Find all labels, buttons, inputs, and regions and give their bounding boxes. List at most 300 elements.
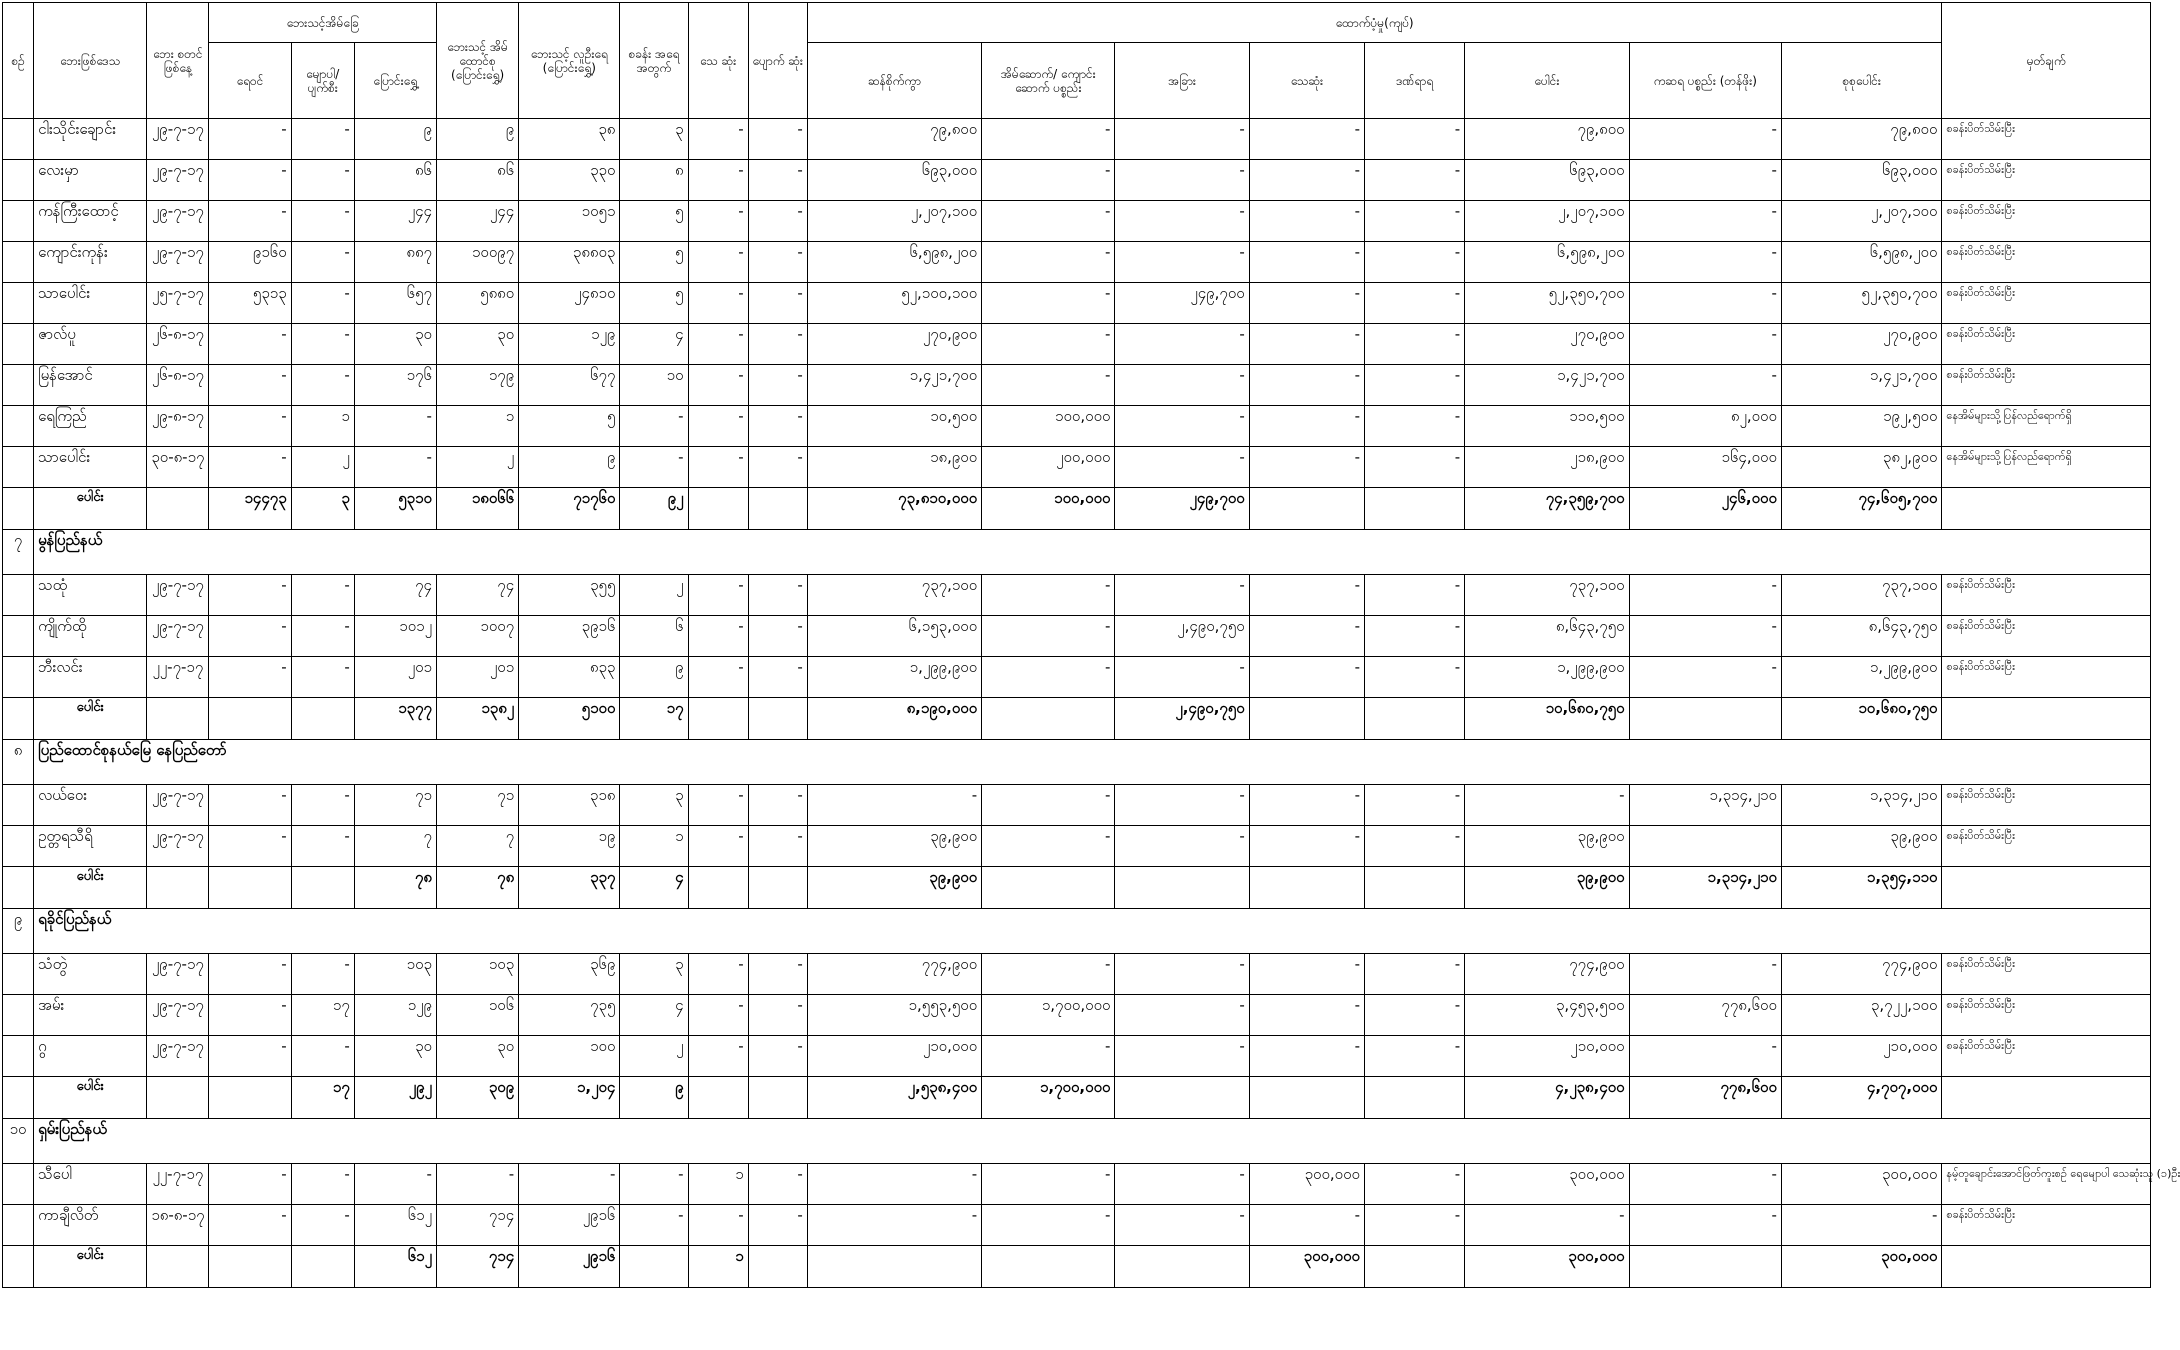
total-c6: ၄	[620, 867, 688, 909]
total-c7: ၁	[688, 1246, 748, 1288]
cell-remark	[1942, 698, 2151, 740]
cell-c8: -	[748, 201, 807, 242]
total-a7: ၇၇၈,၆၀၀	[1629, 1077, 1781, 1119]
cell-a1: ၇၉,၈၀၀	[807, 119, 981, 160]
cell-c2: -	[291, 575, 354, 616]
cell-a6: ၅၂,၃၅၀,၇၀၀	[1465, 283, 1629, 324]
total-c8	[748, 698, 807, 740]
total-c2	[291, 867, 354, 909]
cell-c6: ၂	[620, 1036, 688, 1077]
total-a3	[1115, 1077, 1249, 1119]
table-row	[3, 242, 2151, 283]
total-c1	[209, 867, 291, 909]
cell-c5: ၁၀၀	[519, 1036, 620, 1077]
cell-c6: ၃	[620, 954, 688, 995]
cell-a7: -	[1629, 616, 1781, 657]
cell-a7: -	[1629, 283, 1781, 324]
total-a2	[982, 867, 1115, 909]
cell-c2: -	[291, 1164, 354, 1205]
cell-a2: -	[982, 657, 1115, 698]
cell-c1: ၉၁၆၀	[209, 242, 291, 283]
cell-c3: ၇	[354, 826, 436, 867]
header-rice: ဆန်စိုက်ကွာ	[807, 43, 981, 119]
header-remarks: မှတ်ချက်	[1942, 3, 2151, 119]
cell-c1: -	[209, 201, 291, 242]
cell-c8: -	[748, 616, 807, 657]
total-label: ပေါင်း	[34, 867, 147, 909]
cell-remark: စခန်းပိတ်သိမ်းပြီး	[1942, 1036, 2151, 1077]
cell-date: ၂၂-၇-၁၇	[147, 657, 209, 698]
cell-c6: ၅	[620, 201, 688, 242]
cell-a3: -	[1115, 324, 1249, 365]
total-c4: ၁၃၈၂	[436, 698, 518, 740]
cell-a1: ၆,၁၅၃,၀၀၀	[807, 616, 981, 657]
cell-a8: ၅၂,၃၅၀,၇၀၀	[1781, 283, 1941, 324]
table-row	[3, 406, 2151, 447]
cell-a8: ၆၉၃,၀၀၀	[1781, 160, 1941, 201]
cell-a3: -	[1115, 1205, 1249, 1246]
cell-a3: -	[1115, 1036, 1249, 1077]
cell-c6: ၁	[620, 826, 688, 867]
cell-a1: -	[807, 1205, 981, 1246]
cell-a1: ၁,၄၂၁,၇၀၀	[807, 365, 981, 406]
table-body	[3, 119, 2180, 1288]
cell-remark: စခန်းပိတ်သိမ်းပြီး	[1942, 616, 2151, 657]
header-subtotal: ပေါင်း	[1465, 43, 1629, 119]
cell-a1: ၁၀,၅၀၀	[807, 406, 981, 447]
cell-remark: စခန်းပိတ်သိမ်းပြီး	[1942, 201, 2151, 242]
section-title: မွန်ပြည်နယ်	[34, 530, 2151, 575]
total-c2: ၃	[291, 488, 354, 530]
cell-c7: -	[688, 785, 748, 826]
total-c4: ၃၀၉	[436, 1077, 518, 1119]
cell-c5: ၂၄၈၁၀	[519, 283, 620, 324]
cell-region: ငါးသိုင်းချောင်း	[34, 119, 147, 160]
total-a2	[982, 1246, 1115, 1288]
cell-a4: -	[1249, 1205, 1364, 1246]
cell-a1: ၂,၂၀၇,၁၀၀	[807, 201, 981, 242]
cell-a7: -	[1629, 1205, 1781, 1246]
cell-a6: ၇၇၄,၉၀၀	[1465, 954, 1629, 995]
total-c4: ၇၈	[436, 867, 518, 909]
cell-a5: -	[1365, 954, 1465, 995]
cell-c5: ၃၅၅	[519, 575, 620, 616]
cell-date: ၂၂-၇-၁၇	[147, 1164, 209, 1205]
cell-c8: -	[748, 1164, 807, 1205]
section-title: ရခိုင်ပြည်နယ်	[34, 909, 2151, 954]
header-region: ဘေးဖြစ်ဒေသ	[34, 3, 147, 119]
cell-a3: ၂၄၉,၇၀၀	[1115, 283, 1249, 324]
cell-a5: -	[1365, 826, 1465, 867]
cell-region: လယ်ဝေး	[34, 785, 147, 826]
cell-c4: ၅၈၈၀	[436, 283, 518, 324]
cell-a3: -	[1115, 785, 1249, 826]
cell-c5: ၃၈၈၀၃	[519, 242, 620, 283]
table-row	[3, 826, 2151, 867]
cell-a7: -	[1629, 119, 1781, 160]
cell-a8: ၂၁၀,၀၀၀	[1781, 1036, 1941, 1077]
row-number-cell	[3, 324, 34, 365]
cell-a5: -	[1365, 406, 1465, 447]
total-a5	[1365, 867, 1465, 909]
cell-c4: ၉	[436, 119, 518, 160]
section-total-row	[3, 867, 2151, 909]
cell-a3: -	[1115, 575, 1249, 616]
cell-date: ၃၀-၈-၁၇	[147, 447, 209, 488]
cell-a6: ၆၉၃,၀၀၀	[1465, 160, 1629, 201]
cell-a5: -	[1365, 575, 1465, 616]
cell-c5: ၁၀၅၁	[519, 201, 620, 242]
cell-a4: -	[1249, 616, 1364, 657]
header-destroyed: မျောပါ/ ပျက်စီး	[291, 43, 354, 119]
total-c1	[209, 1077, 291, 1119]
cell-region: ဘီးလင်း	[34, 657, 147, 698]
cell-a7: -	[1629, 1164, 1781, 1205]
cell-a4: ၃၀၀,၀၀၀	[1249, 1164, 1364, 1205]
cell-c3: ၂၀၁	[354, 657, 436, 698]
total-a6: ၃၉,၉၀၀	[1465, 867, 1629, 909]
cell-c4: ၇၁	[436, 785, 518, 826]
cell-c6: ၄	[620, 324, 688, 365]
cell-c4: ၇၁၄	[436, 1205, 518, 1246]
cell-date: ၂၉-၇-၁၇	[147, 995, 209, 1036]
table-row	[3, 447, 2151, 488]
cell-date	[147, 488, 209, 530]
cell-c4: ၈၆	[436, 160, 518, 201]
cell-c6: -	[620, 1205, 688, 1246]
cell-a4: -	[1249, 201, 1364, 242]
cell-remark	[1942, 488, 2151, 530]
cell-a2: -	[982, 826, 1115, 867]
cell-c3: ၁၇၆	[354, 365, 436, 406]
cell-c6: ၃	[620, 785, 688, 826]
header-other: အခြား	[1115, 43, 1249, 119]
section-total-row	[3, 1246, 2151, 1288]
cell-c1: -	[209, 447, 291, 488]
cell-a4: -	[1249, 283, 1364, 324]
total-c5: ၇၁၇၆၀	[519, 488, 620, 530]
total-a3	[1115, 1246, 1249, 1288]
cell-c1: -	[209, 1164, 291, 1205]
total-a4	[1249, 488, 1364, 530]
cell-c8: -	[748, 826, 807, 867]
table-row	[3, 160, 2151, 201]
cell-a8: ၇၉,၈၀၀	[1781, 119, 1941, 160]
cell-a5: -	[1365, 160, 1465, 201]
header-grand-total: စုစုပေါင်း	[1781, 43, 1941, 119]
cell-a2: -	[982, 201, 1115, 242]
total-c5: ၃၃၇	[519, 867, 620, 909]
section-header-row	[3, 740, 2151, 785]
cell-a3: -	[1115, 242, 1249, 283]
cell-a3: -	[1115, 201, 1249, 242]
total-a6: ၃၀၀,၀၀၀	[1465, 1246, 1629, 1288]
row-number-cell	[3, 954, 34, 995]
cell-a4: -	[1249, 365, 1364, 406]
cell-date	[147, 867, 209, 909]
total-a4	[1249, 698, 1364, 740]
cell-a6: ၁,၄၂၁,၇၀၀	[1465, 365, 1629, 406]
cell-a2: -	[982, 119, 1115, 160]
row-number-cell	[3, 867, 34, 909]
cell-a4: -	[1249, 826, 1364, 867]
table-row	[3, 324, 2151, 365]
cell-a3: -	[1115, 954, 1249, 995]
total-c8	[748, 1077, 807, 1119]
total-a6: ၇၄,၃၅၉,၇၀၀	[1465, 488, 1629, 530]
cell-c5: ၃၈	[519, 119, 620, 160]
cell-c3: ၁၂၉	[354, 995, 436, 1036]
table-row	[3, 1205, 2151, 1246]
cell-c3: ၆၅၇	[354, 283, 436, 324]
cell-c8: -	[748, 160, 807, 201]
total-a7	[1629, 1246, 1781, 1288]
cell-a2: -	[982, 324, 1115, 365]
cell-c7: -	[688, 657, 748, 698]
cell-c3: ၆၁၂	[354, 1205, 436, 1246]
row-number-cell	[3, 785, 34, 826]
row-number-cell	[3, 283, 34, 324]
total-c2	[291, 1246, 354, 1288]
cell-date: ၂၆-၈-၁၇	[147, 365, 209, 406]
cell-c4: ၂	[436, 447, 518, 488]
cell-region: အမ်း	[34, 995, 147, 1036]
cell-c7: -	[688, 1036, 748, 1077]
total-c5: ၂၉၁၆	[519, 1246, 620, 1288]
total-a1: ၈,၁၉၀,၀၀၀	[807, 698, 981, 740]
total-c3: ၅၃၁၀	[354, 488, 436, 530]
cell-c5: ၉	[519, 447, 620, 488]
header-aid: ထောက်ပံ့မှု(ကျပ်)	[807, 3, 1942, 43]
cell-a2: -	[982, 785, 1115, 826]
total-a4: ၃၀၀,၀၀၀	[1249, 1246, 1364, 1288]
cell-a2: -	[982, 1205, 1115, 1246]
cell-region: သီပေါ	[34, 1164, 147, 1205]
table-row	[3, 616, 2151, 657]
cell-c5: ၃၁၈	[519, 785, 620, 826]
row-number-cell	[3, 826, 34, 867]
cell-c3: ၁၀၁၂	[354, 616, 436, 657]
total-c7	[688, 867, 748, 909]
cell-a8: ၃၀၀,၀၀၀	[1781, 1164, 1941, 1205]
cell-c6: ၄	[620, 995, 688, 1036]
cell-a6: ၂၇၀,၉၀၀	[1465, 324, 1629, 365]
cell-c7: -	[688, 119, 748, 160]
table-header	[3, 3, 2151, 119]
cell-a8: ၁,၂၉၉,၉၀၀	[1781, 657, 1941, 698]
cell-c5: ၃၃၀	[519, 160, 620, 201]
cell-a1: ၆,၅၉၈,၂၀၀	[807, 242, 981, 283]
total-c3: ၇၈	[354, 867, 436, 909]
total-c7	[688, 488, 748, 530]
cell-c7: -	[688, 160, 748, 201]
section-total-row	[3, 488, 2151, 530]
cell-c5: ၃၆၉	[519, 954, 620, 995]
total-a1: ၇၃,၈၁၀,၀၀၀	[807, 488, 981, 530]
cell-a5: -	[1365, 447, 1465, 488]
row-number-cell	[3, 1036, 34, 1077]
table-row	[3, 365, 2151, 406]
cell-a8: ၆,၅၉၈,၂၀၀	[1781, 242, 1941, 283]
cell-a1: ၇၇၄,၉၀၀	[807, 954, 981, 995]
cell-a6: ၂၁၈,၉၀၀	[1465, 447, 1629, 488]
cell-a2: -	[982, 160, 1115, 201]
cell-a2: -	[982, 1036, 1115, 1077]
total-a8: ၁,၃၅၄,၁၁၀	[1781, 867, 1941, 909]
total-a4	[1249, 867, 1364, 909]
cell-a6: ၇၃၇,၁၀၀	[1465, 575, 1629, 616]
cell-c5: ၆၇၇	[519, 365, 620, 406]
cell-a6: -	[1465, 785, 1629, 826]
cell-region: ရေကြည်	[34, 406, 147, 447]
cell-a8: ၁,၄၂၁,၇၀၀	[1781, 365, 1941, 406]
cell-c3: ၁၀၃	[354, 954, 436, 995]
cell-c1: -	[209, 785, 291, 826]
cell-c2: -	[291, 283, 354, 324]
table-row	[3, 575, 2151, 616]
cell-c7: -	[688, 447, 748, 488]
cell-c4: ၁	[436, 406, 518, 447]
cell-remark: နေအိမ်များသို့ပြန်လည်ရောက်ရှိ	[1942, 406, 2151, 447]
total-a8: ၄,၇၀၇,၀၀၀	[1781, 1077, 1941, 1119]
cell-c8: -	[748, 406, 807, 447]
total-c5: ၁,၂၀၄	[519, 1077, 620, 1119]
cell-a3: -	[1115, 826, 1249, 867]
cell-c4: ၁၇၉	[436, 365, 518, 406]
cell-a8: ၁၉၂,၅၀၀	[1781, 406, 1941, 447]
total-a6: ၄,၂၃၈,၄၀၀	[1465, 1077, 1629, 1119]
cell-c3: -	[354, 406, 436, 447]
total-a3: ၂,၄၉၀,၇၅၀	[1115, 698, 1249, 740]
cell-a1: ၅၂,၁၀၀,၁၀၀	[807, 283, 981, 324]
total-label: ပေါင်း	[34, 488, 147, 530]
row-number-cell	[3, 995, 34, 1036]
table-row	[3, 785, 2151, 826]
row-number-cell	[3, 1246, 34, 1288]
cell-a7: -	[1629, 160, 1781, 201]
cell-c1: -	[209, 324, 291, 365]
cell-a6: ၇၉,၈၀၀	[1465, 119, 1629, 160]
cell-a7: -	[1629, 324, 1781, 365]
cell-c3: ၂၄၄	[354, 201, 436, 242]
cell-a4: -	[1249, 160, 1364, 201]
section-title: ပြည်ထောင်စုနယ်မြေ နေပြည်တော်	[34, 740, 2151, 785]
cell-remark: စခန်းပိတ်သိမ်းပြီး	[1942, 1205, 2151, 1246]
cell-c4: ၃၀	[436, 1036, 518, 1077]
row-number-cell	[3, 119, 34, 160]
total-c4: ၁၈၀၆၆	[436, 488, 518, 530]
cell-c1: -	[209, 616, 291, 657]
relief-report-table	[2, 2, 2180, 1288]
cell-c3: ၈၆	[354, 160, 436, 201]
cell-c5: ၃၉၁၆	[519, 616, 620, 657]
section-header-row	[3, 909, 2151, 954]
cell-c7: -	[688, 616, 748, 657]
cell-c5: ၁၉	[519, 826, 620, 867]
total-c6	[620, 1246, 688, 1288]
cell-c6: ၈	[620, 160, 688, 201]
cell-a7: -	[1629, 954, 1781, 995]
cell-a7	[1629, 826, 1781, 867]
header-no: စဥ်	[3, 3, 34, 119]
cell-c7: ၁	[688, 1164, 748, 1205]
cell-a7: -	[1629, 365, 1781, 406]
cell-remark: စခန်းပိတ်သိမ်းပြီး	[1942, 657, 2151, 698]
row-number-cell	[3, 160, 34, 201]
cell-c2: ၁	[291, 406, 354, 447]
cell-region: ဥတ္တရသီရိ	[34, 826, 147, 867]
cell-date: ၂၉-၇-၁၇	[147, 954, 209, 995]
cell-c6: -	[620, 447, 688, 488]
row-number-cell	[3, 406, 34, 447]
cell-a1: ၆၉၃,၀၀၀	[807, 160, 981, 201]
cell-a2: -	[982, 283, 1115, 324]
cell-c4: ၇၄	[436, 575, 518, 616]
total-c1: ၁၄၄၇၃	[209, 488, 291, 530]
cell-c2: -	[291, 242, 354, 283]
total-a5	[1365, 488, 1465, 530]
cell-date: ၂၉-၇-၁၇	[147, 160, 209, 201]
cell-a1: ၁၈,၉၀၀	[807, 447, 981, 488]
cell-a2: -	[982, 365, 1115, 406]
cell-a3: -	[1115, 447, 1249, 488]
row-number-cell	[3, 1077, 34, 1119]
cell-remark	[1942, 1077, 2151, 1119]
cell-a6: ၂,၂၀၇,၁၀၀	[1465, 201, 1629, 242]
cell-c6: ၃	[620, 119, 688, 160]
cell-c1: -	[209, 995, 291, 1036]
cell-c4: ၁၀၀၉၇	[436, 242, 518, 283]
cell-region: ကာချီလိတ်	[34, 1205, 147, 1246]
cell-region: သာပေါင်း	[34, 447, 147, 488]
cell-a3: ၂,၄၉၀,၇၅၀	[1115, 616, 1249, 657]
cell-c8: -	[748, 283, 807, 324]
cell-c8: -	[748, 1205, 807, 1246]
cell-a4: -	[1249, 1036, 1364, 1077]
cell-a5: -	[1365, 657, 1465, 698]
cell-a3: -	[1115, 119, 1249, 160]
total-c4: ၇၁၄	[436, 1246, 518, 1288]
cell-remark: စခန်းပိတ်သိမ်းပြီး	[1942, 995, 2151, 1036]
cell-c2: ၁၇	[291, 995, 354, 1036]
cell-a2: -	[982, 1164, 1115, 1205]
cell-c2: -	[291, 954, 354, 995]
row-number-cell	[3, 698, 34, 740]
table-row	[3, 1164, 2151, 1205]
cell-a5: -	[1365, 1036, 1465, 1077]
cell-c6: ၅	[620, 283, 688, 324]
table-row	[3, 1036, 2151, 1077]
cell-region: လေးမှာ	[34, 160, 147, 201]
total-a2: ၁,၇၀၀,၀၀၀	[982, 1077, 1115, 1119]
cell-a3: -	[1115, 657, 1249, 698]
table-row	[3, 283, 2151, 324]
cell-c4: ၁၀၆	[436, 995, 518, 1036]
cell-remark: စခန်းပိတ်သိမ်းပြီး	[1942, 954, 2151, 995]
cell-c8: -	[748, 447, 807, 488]
cell-region: ကန်ကြီးထောင့်	[34, 201, 147, 242]
cell-region: ကျိုက်ထို	[34, 616, 147, 657]
table-row	[3, 119, 2151, 160]
total-a8: ၁၀,၆၈၀,၇၅၀	[1781, 698, 1941, 740]
cell-a7: -	[1629, 201, 1781, 242]
section-total-row	[3, 1077, 2151, 1119]
cell-date: ၂၉-၇-၁၇	[147, 575, 209, 616]
cell-c3: ၈၈၇	[354, 242, 436, 283]
cell-a6: ၃၀၀,၀၀၀	[1465, 1164, 1629, 1205]
cell-c3: -	[354, 447, 436, 488]
cell-c8: -	[748, 119, 807, 160]
